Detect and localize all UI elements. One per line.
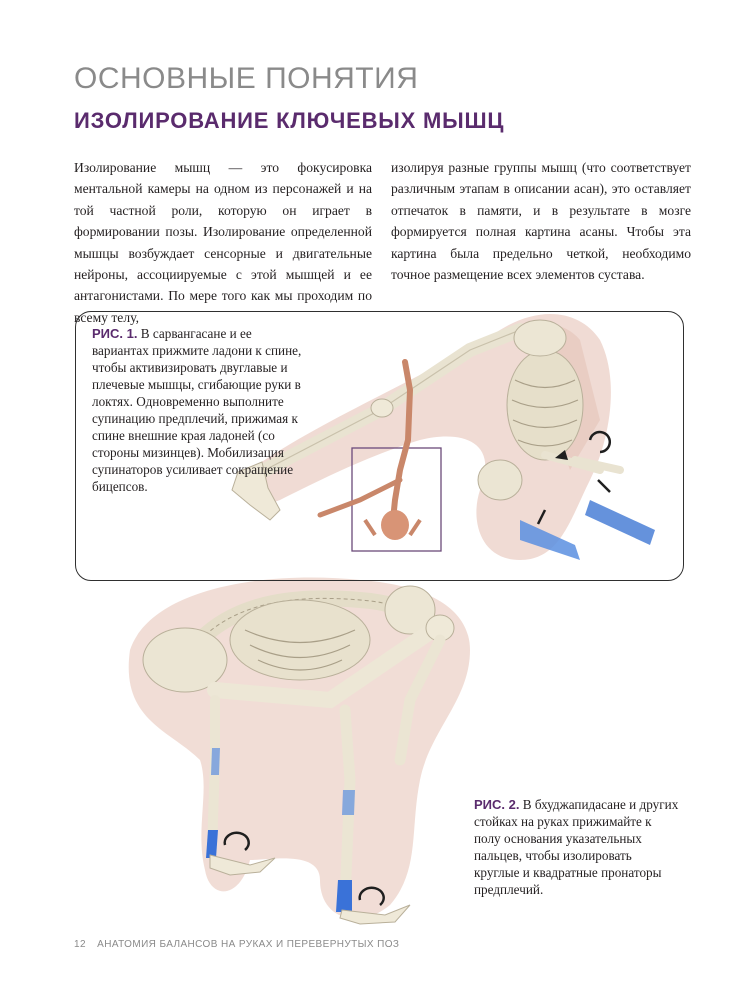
figure2-caption-text: В бхуджапидасане и других стойках на руках прижимайте к полу основания указательных пальцев, чтобы изолировать круглые и квадратные пронаторы предплечий. bbox=[474, 797, 679, 897]
body-text-left-column: Изолирование мышц — это фокусировка ментальной камеры на одном из персонажей и на той частной роли, которую он играет в формировании позы. Изолирование определенной мышцы возбуждает сенсорные и двигательные нейроны, ассоциируемые с этой мышцей и ее антагонистами. По мере того как мы проходим по всему телу, bbox=[74, 160, 372, 325]
figure1-caption-text: В сарвангасане и ее вариантах прижмите ладони к спине, чтобы активизировать двуглавые и плечевые мышцы, сгибающие руки в локтях. Одновременно выполните супинацию предплечий, прижимая к спине внешние края ладоней (со стороны мизинцев). Мобилизация супинаторов усиливает сокращение бицепсов. bbox=[92, 326, 302, 494]
section-title: ОСНОВНЫЕ ПОНЯТИЯ bbox=[74, 62, 419, 95]
body-text-right-column: изолируя разные группы мышц (что соответствует различным этапам в описании асан), это оставляет отпечаток в памяти, и в результате в мозге формируется полная картина асаны. Чтобы эта картина была предельно четкой, необходимо точное размещение всех элементов сустава. bbox=[391, 160, 691, 283]
chapter-title: ИЗОЛИРОВАНИЕ КЛЮЧЕВЫХ МЫШЦ bbox=[74, 108, 505, 133]
figure2-illustration bbox=[129, 578, 470, 924]
figure1-label: РИС. 1. bbox=[92, 326, 138, 341]
figure1-caption bbox=[92, 325, 310, 495]
page-footer bbox=[74, 939, 399, 950]
figure2-caption bbox=[474, 796, 679, 898]
figure2-label: РИС. 2. bbox=[474, 797, 520, 812]
page-number: 12 bbox=[74, 939, 86, 950]
book-title: АНАТОМИЯ БАЛАНСОВ НА РУКАХ И ПЕРЕВЕРНУТЫХ ПОЗ bbox=[97, 939, 400, 950]
